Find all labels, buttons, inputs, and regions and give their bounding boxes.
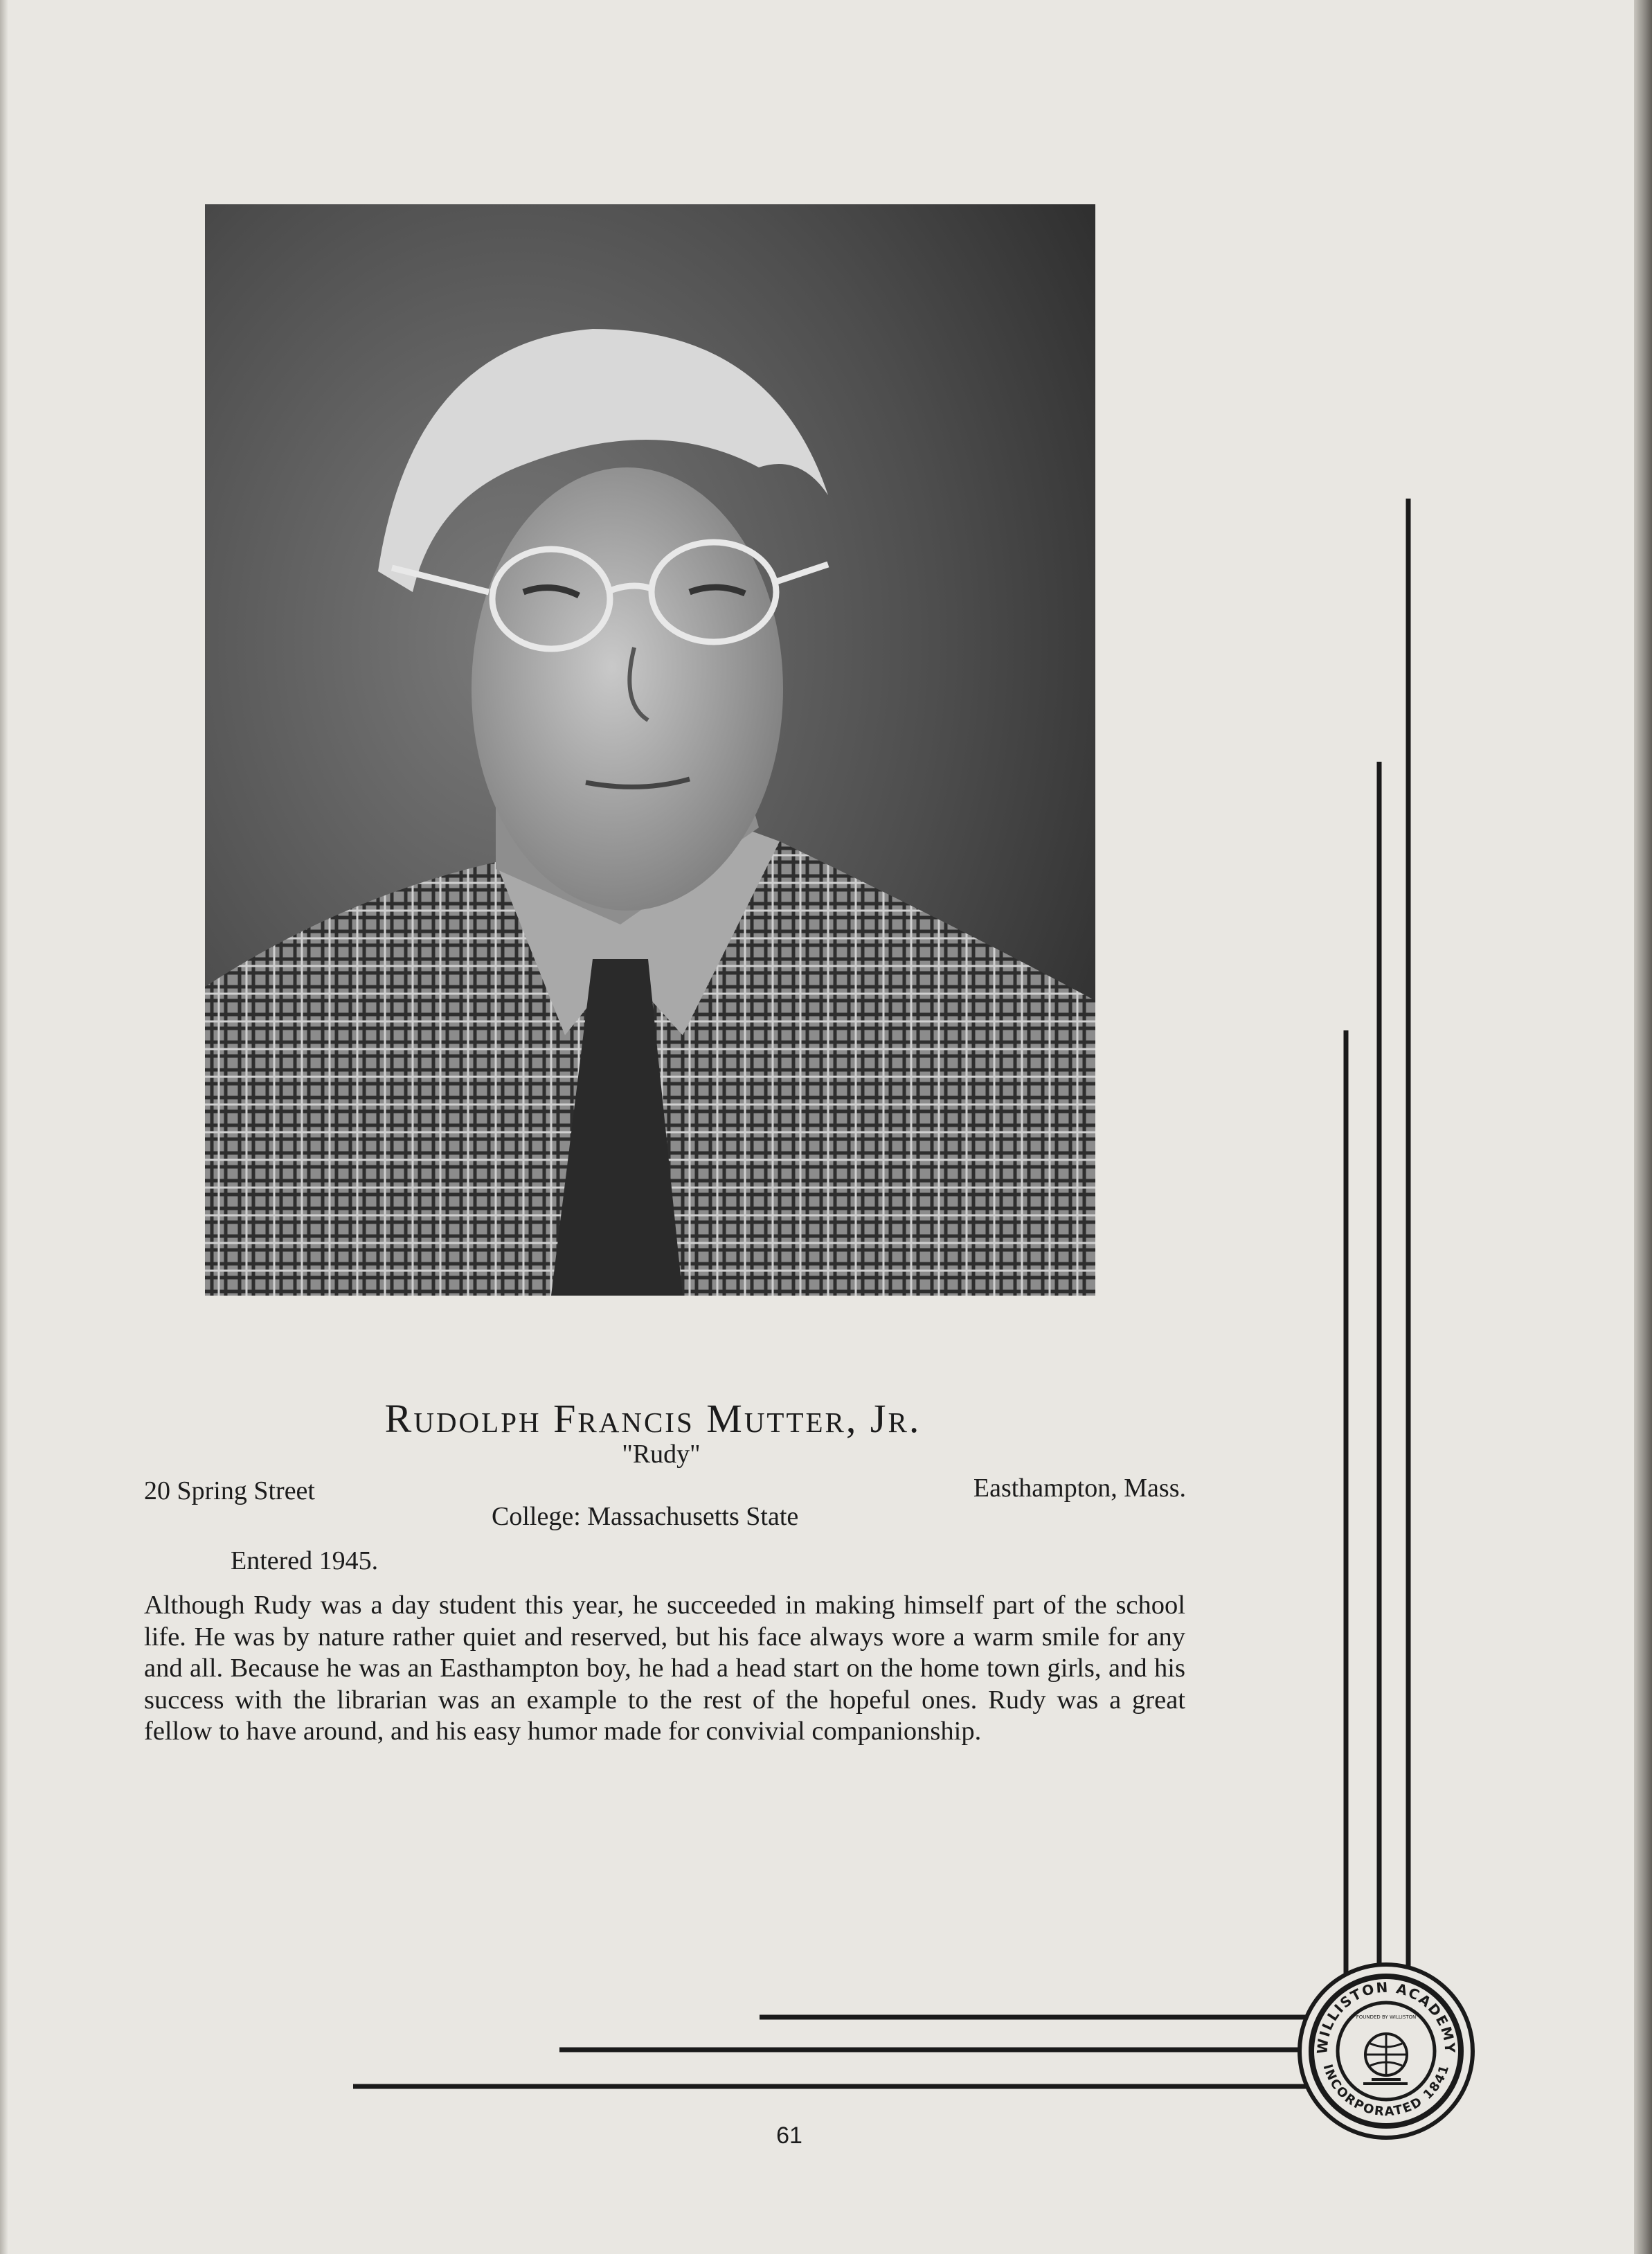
student-nickname: "Rudy" bbox=[622, 1440, 701, 1469]
student-entered-year: Entered 1945. bbox=[231, 1546, 379, 1575]
student-address: 20 Spring Street bbox=[144, 1476, 315, 1505]
student-town: Easthampton, Mass. bbox=[973, 1474, 1186, 1503]
student-biography: Although Rudy was a day student this year, he succeeded in making himself part of the school life. He was by nature rather quiet and reserved, but his face always wore a warm smile for any and all. Because he was an Easthampton boy, he had a head start on the home town girls, and his success with the librarian was an example to the rest of the hopeful ones. Rudy was a great fellow to have around, and his easy humor made for convivial companionship. bbox=[144, 1591, 1185, 1746]
student-name: Rudolph Francis Mutter, Jr. bbox=[384, 1396, 922, 1441]
page-binding-shadow bbox=[0, 0, 8, 2254]
portrait-photo bbox=[205, 204, 1095, 1296]
williston-academy-seal-icon bbox=[1297, 1962, 1475, 2140]
seal-top-text: WILLISTON ACADEMY bbox=[1313, 1978, 1459, 2055]
page-number: 61 bbox=[776, 2122, 802, 2149]
seal-bottom-text: INCORPORATED 1841 bbox=[1320, 2062, 1453, 2120]
student-college: College: Massachusetts State bbox=[492, 1502, 799, 1531]
portrait-image bbox=[205, 204, 1095, 1296]
seal-inner-text: FOUNDED BY WILLISTON bbox=[1356, 2014, 1417, 2020]
page-edge bbox=[1634, 0, 1652, 2254]
